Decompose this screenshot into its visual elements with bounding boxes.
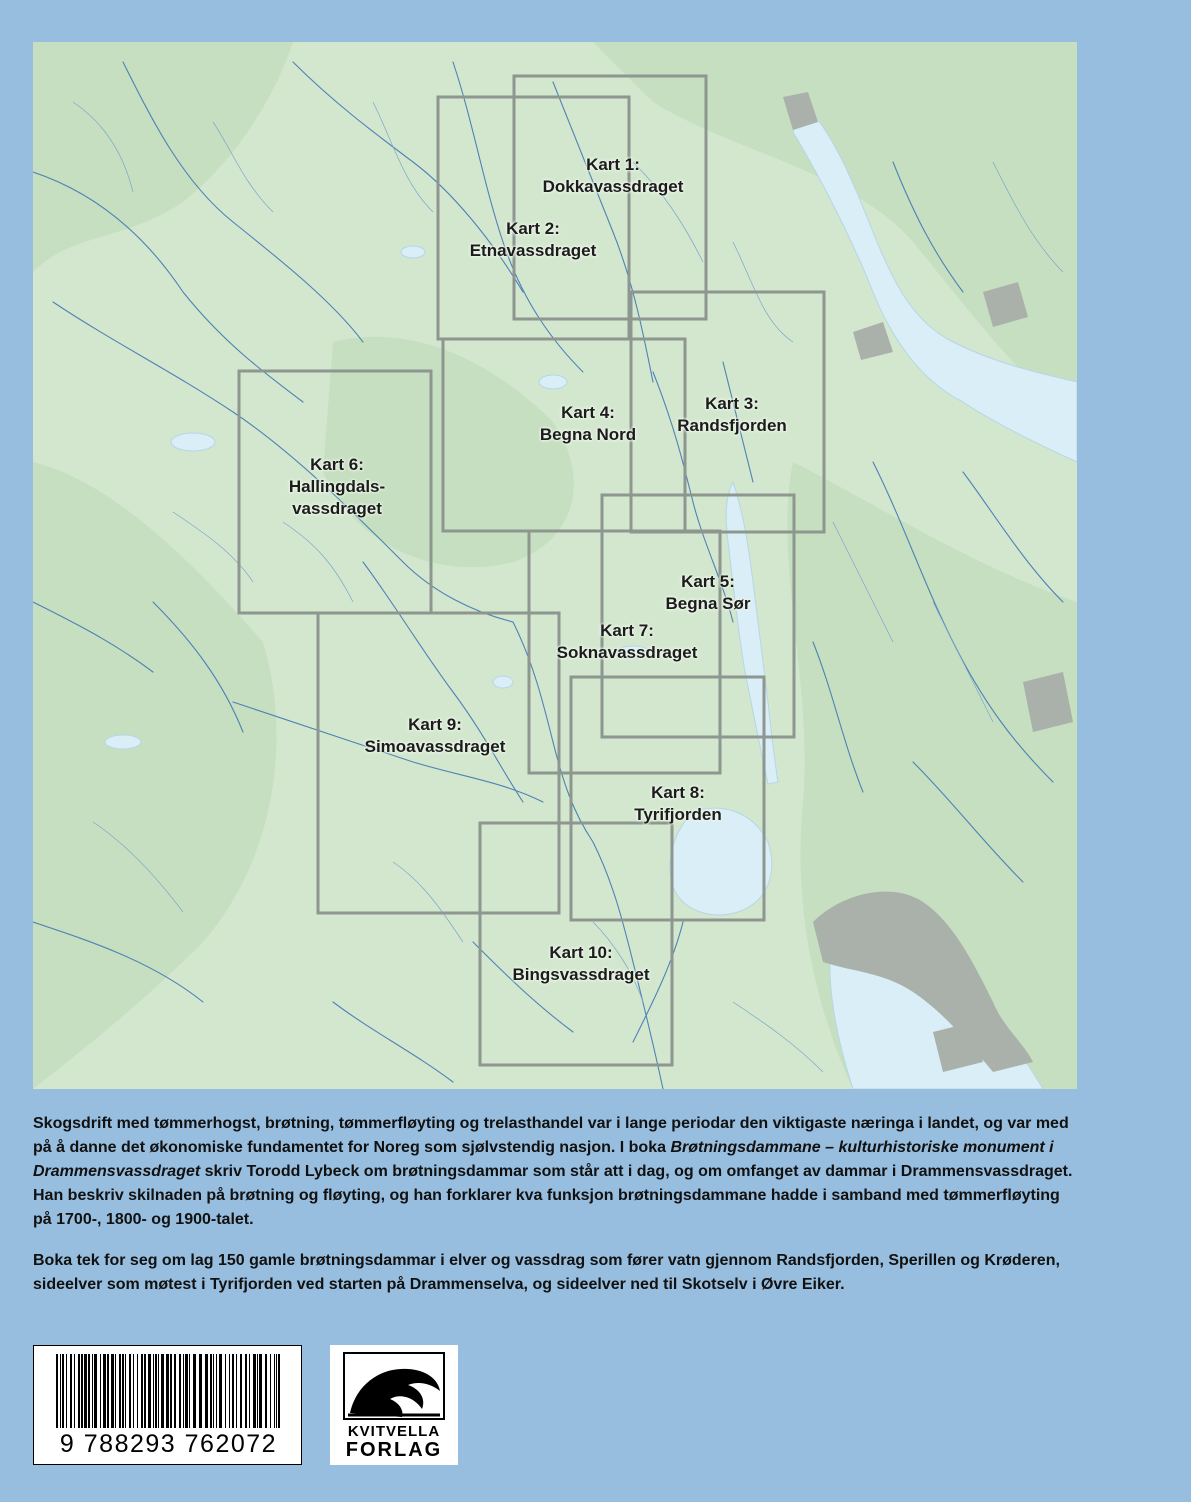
barcode-bar: [245, 1354, 247, 1428]
map-background: [33, 42, 1077, 1089]
barcode-bars: [56, 1354, 281, 1428]
kart-8-label: [634, 782, 722, 826]
barcode-bar: [92, 1354, 93, 1428]
barcode-bar: [122, 1354, 124, 1428]
barcode-bar: [119, 1354, 121, 1428]
blurb-text: Skogsdrift med tømmerhogst, brøtning, tømmerfløyting og trelasthandel var i lange periodar den viktigaste næringa i landet, og var med på å danne det økonomiske fundamentet for Noreg som sjølvstendig nasjon. I boka: [33, 1115, 1069, 1156]
barcode-bar: [274, 1354, 275, 1428]
barcode-bar: [74, 1354, 75, 1428]
barcode-bar: [70, 1354, 72, 1428]
kart-label-number: Kart 7:: [600, 621, 654, 640]
kart-label-number: Kart 1:: [586, 155, 640, 174]
barcode-bar: [158, 1354, 159, 1428]
kart-label-name: Etnavassdraget: [469, 241, 597, 260]
barcode-bar: [133, 1354, 134, 1428]
barcode-bar: [276, 1354, 277, 1428]
kart-1-label: [543, 154, 684, 198]
kart-label-name: Randsfjorden: [677, 416, 787, 435]
kart-label-name: Soknavassdraget: [556, 643, 698, 662]
barcode-bar: [78, 1354, 80, 1428]
isbn-barcode: [33, 1345, 302, 1465]
barcode-bar: [240, 1354, 242, 1428]
blurb-text: skriv Torodd Lybeck om brøtningsdammar som står att i dag, og om omfanget av dammar i Drammensvassdraget. Han beskriv skilnaden på brøtning og fløyting, og han forklarer kva funksjon brøtningsdammane hadde i samband med tømmerfløyting på 1700-, 1800- og 1900-talet.: [33, 1163, 1073, 1228]
barcode-bar: [100, 1354, 101, 1428]
publisher-name-line-1: KVITVELLA: [347, 1423, 441, 1440]
kart-label-number: Kart 5:: [681, 572, 735, 591]
kart-label-name-cont: vassdraget: [292, 499, 382, 518]
barcode-bar: [141, 1354, 143, 1428]
barcode-bar: [155, 1354, 157, 1428]
barcode-bar: [111, 1354, 114, 1428]
barcode-bar: [60, 1354, 61, 1428]
kart-label-name: Dokkavassdraget: [542, 177, 684, 196]
kart-label-number: Kart 3:: [705, 394, 759, 413]
barcode-bar: [265, 1354, 267, 1428]
kart-label-name: Begna Nord: [539, 425, 637, 444]
barcode-bar: [125, 1354, 126, 1428]
barcode-bar: [166, 1354, 169, 1428]
kart-6-label: [289, 454, 385, 520]
isbn-digits: 9 788293 762072: [59, 1430, 278, 1458]
kart-label-name: Simoavassdraget: [364, 737, 506, 756]
barcode-bar: [161, 1354, 164, 1428]
barcode-bar: [174, 1354, 176, 1428]
barcode-bar: [185, 1354, 188, 1428]
blurb-paragraph-1: [33, 1112, 1078, 1232]
kart-4-label: [540, 402, 636, 446]
barcode-bar: [259, 1354, 262, 1428]
kart-7-label: [557, 620, 698, 664]
barcode-bar: [84, 1354, 87, 1428]
barcode-bar: [213, 1354, 214, 1428]
barcode-bar: [205, 1354, 208, 1428]
barcode-bar: [229, 1354, 230, 1428]
kart-3-label: [677, 393, 787, 437]
blurb-paragraph-2: [33, 1249, 1078, 1297]
barcode-bar: [81, 1354, 83, 1428]
barcode-bar: [62, 1354, 64, 1428]
barcode-bar: [189, 1354, 190, 1428]
barcode-bar: [210, 1354, 212, 1428]
barcode-bar: [249, 1354, 250, 1428]
barcode-bar: [153, 1354, 154, 1428]
barcode-bar: [129, 1354, 131, 1428]
barcode-bar: [115, 1354, 116, 1428]
barcode-bar: [199, 1354, 202, 1428]
barcode-bar: [137, 1354, 138, 1428]
frame-kart-9: [318, 613, 559, 913]
barcode-bar: [56, 1354, 58, 1428]
book-title: Brøtningsdammane – kulturhistoriske monument i Drammensvassdraget: [33, 1139, 1054, 1180]
kart-label-number: Kart 9:: [408, 715, 462, 734]
kart-label-number: Kart 2:: [506, 219, 560, 238]
kart-label-number: Kart 4:: [561, 403, 615, 422]
barcode-bar: [66, 1354, 67, 1428]
barcode-bar: [278, 1354, 280, 1428]
barcode-bar: [148, 1354, 151, 1428]
kart-10-label: [513, 942, 650, 986]
back-cover-blurb: [33, 1112, 1078, 1314]
barcode-bar: [94, 1354, 97, 1428]
barcode-bar: [232, 1354, 234, 1428]
kart-label-number: Kart 10:: [549, 943, 613, 962]
kart-label-name: Tyrifjorden: [634, 805, 722, 824]
kart-label-name: Begna Sør: [665, 594, 751, 613]
barcode-bar: [253, 1354, 256, 1428]
barcode-bar: [257, 1354, 258, 1428]
kart-label-number: Kart 6:: [310, 455, 364, 474]
kart-5-label: [665, 571, 750, 615]
barcode-bar: [179, 1354, 181, 1428]
publisher-name-line-2: FORLAG: [345, 1439, 443, 1461]
barcode-bar: [107, 1354, 109, 1428]
barcode-bar: [270, 1354, 271, 1428]
barcode-bar: [225, 1354, 226, 1428]
barcode-bar: [183, 1354, 184, 1428]
overview-map: [33, 42, 1077, 1089]
kart-label-number: Kart 8:: [651, 783, 705, 802]
barcode-bar: [103, 1354, 106, 1428]
barcode-bar: [236, 1354, 237, 1428]
barcode-bar: [193, 1354, 196, 1428]
publisher-logo: [330, 1345, 458, 1465]
barcode-bar: [219, 1354, 222, 1428]
kart-2-label: [470, 218, 597, 262]
barcode-bar: [170, 1354, 172, 1428]
blurb-text: Boka tek for seg om lag 150 gamle brøtningsdammar i elver og vassdrag som fører vatn gjennom Randsfjorden, Sperillen og Krøderen, sideelver som møtest i Tyrifjorden ved starten på Drammenselva, og sideelver ned til Skotselv i Øvre Eiker.: [33, 1252, 1060, 1293]
barcode-bar: [216, 1354, 217, 1428]
kart-label-name: Bingsvassdraget: [512, 965, 650, 984]
barcode-bar: [144, 1354, 146, 1428]
kart-label-name: Hallingdals-: [288, 477, 386, 496]
barcode-bar: [88, 1354, 90, 1428]
kart-9-label: [365, 714, 506, 758]
